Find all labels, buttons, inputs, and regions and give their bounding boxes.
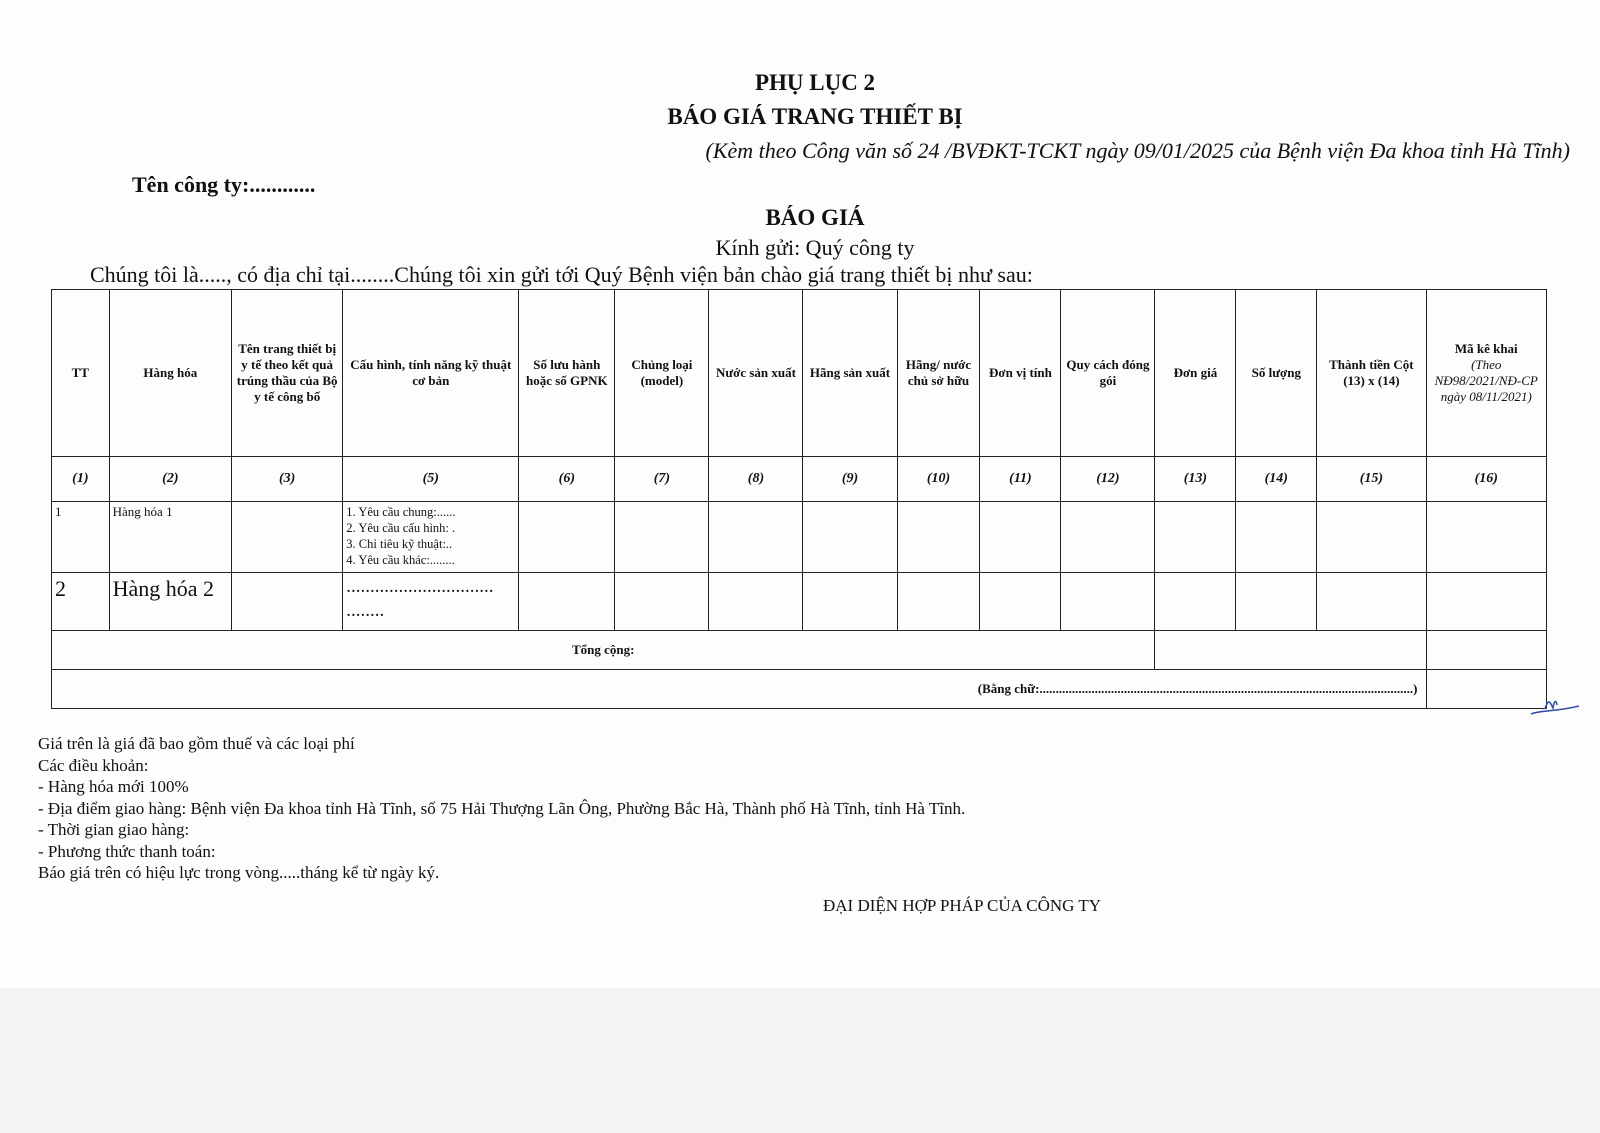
legal-representative-label: ĐẠI DIỆN HỢP PHÁP CỦA CÔNG TY: [823, 896, 1102, 915]
empty-cell: [1317, 502, 1426, 573]
requirement-line: 4. Yêu cầu khác:........: [346, 553, 455, 567]
column-number: (1): [52, 457, 110, 502]
header-cell-note: (Theo NĐ98/2021/NĐ-CP ngày 08/11/2021): [1434, 356, 1538, 405]
subtitle-text: (Kèm theo Công văn số 24 /BVĐKT-TCKT ngày 09/01/2025 của Bệnh viện Đa khoa tỉnh Hà Tĩnh): [705, 138, 1570, 163]
note-line: Giá trên là giá đã bao gồm thuế và các loại phí: [38, 734, 355, 753]
note-line: - Phương thức thanh toán:: [38, 841, 216, 861]
empty-cell: [519, 502, 615, 573]
note-line: Các điều khoản:: [38, 755, 149, 775]
header-cell: Số lượng: [1236, 290, 1317, 457]
signature-mark-icon: [1527, 696, 1582, 718]
empty-cell: [1236, 502, 1317, 573]
table-row: [52, 502, 1547, 573]
empty-cell: [897, 573, 980, 631]
row-requirements: [343, 573, 519, 631]
column-number: (15): [1317, 457, 1426, 502]
row-requirements: [343, 502, 519, 573]
empty-cell: [1426, 573, 1547, 631]
empty-cell: [232, 573, 343, 631]
header-cell-label: Mã kê khai: [1454, 340, 1518, 356]
note-line: - Hàng hóa mới 100%: [38, 777, 189, 796]
amount-in-words-row: [52, 670, 1547, 709]
empty-cell: [1317, 573, 1426, 631]
empty-cell: [897, 502, 980, 573]
empty-cell: [1155, 573, 1236, 631]
requirement-line: 3. Chỉ tiêu kỹ thuật:..: [346, 537, 453, 551]
empty-cell: [709, 502, 803, 573]
header-cell: Hãng/ nước chủ sở hữu: [897, 290, 980, 457]
empty-cell: [1155, 502, 1236, 573]
amount-in-words: (Bằng chữ:...................................................................................................................): [52, 670, 1427, 709]
quote-title: BÁO GIÁ: [765, 205, 865, 230]
row-item: Hàng hóa 2: [109, 573, 231, 631]
column-number: (7): [615, 457, 709, 502]
column-number: (14): [1236, 457, 1317, 502]
greeting-line: Kính gửi: Quý công ty: [715, 235, 915, 260]
row-item: Hàng hóa 1: [109, 502, 231, 573]
total-label: Tổng cộng:: [52, 631, 1155, 670]
column-number: (3): [232, 457, 343, 502]
quote-table: [51, 289, 1547, 709]
column-number: (11): [980, 457, 1061, 502]
empty-cell: [1061, 573, 1155, 631]
empty-cell: [980, 502, 1061, 573]
empty-cell: [1061, 502, 1155, 573]
table-row: [52, 573, 1547, 631]
empty-cell: [1426, 631, 1547, 670]
header-cell: Đơn vị tính: [980, 290, 1061, 457]
header-cell: Đơn giá: [1155, 290, 1236, 457]
column-number: (6): [519, 457, 615, 502]
header-cell: Cấu hình, tính năng kỹ thuật cơ bản: [343, 290, 519, 457]
document-title: BÁO GIÁ TRANG THIẾT BỊ: [667, 104, 963, 129]
appendix-heading: PHỤ LỤC 2: [754, 70, 876, 95]
document-subtitle: [0, 138, 1570, 164]
column-number: (12): [1061, 457, 1155, 502]
company-name-field: Tên công ty:............: [132, 172, 316, 197]
table-header-row: [52, 290, 1547, 457]
empty-cell: [803, 573, 897, 631]
header-cell: Quy cách đóng gói: [1061, 290, 1155, 457]
row-index: 1: [52, 502, 110, 573]
row-index: 2: [52, 573, 110, 631]
column-number: (2): [109, 457, 231, 502]
note-line: - Địa điểm giao hàng: Bệnh viện Đa khoa tỉnh Hà Tĩnh, số 75 Hải Thượng Lãn Ông, Phường Bắc Hà, Thành phố Hà Tĩnh, tỉnh Hà Tĩnh.: [38, 798, 966, 818]
requirement-dots-tail: ........: [346, 599, 385, 621]
total-row: [52, 631, 1547, 670]
note-line: Báo giá trên có hiệu lực trong vòng.....tháng kể từ ngày ký.: [38, 863, 440, 882]
empty-cell: [980, 573, 1061, 631]
header-cell: Nước sản xuất: [709, 290, 803, 457]
empty-cell: [709, 573, 803, 631]
header-cell: Thành tiền Cột (13) x (14): [1317, 290, 1426, 457]
header-cell: Chủng loại (model): [615, 290, 709, 457]
empty-cell: [1236, 573, 1317, 631]
header-cell: Tên trang thiết bị y tế theo kết quả trúng thầu của Bộ y tế công bố: [232, 290, 343, 457]
empty-cell: [803, 502, 897, 573]
column-number: (16): [1426, 457, 1547, 502]
empty-cell: [615, 573, 709, 631]
intro-paragraph: Chúng tôi là....., có địa chỉ tại........Chúng tôi xin gửi tới Quý Bệnh viện bản chào giá trang thiết bị như sau:: [90, 262, 1033, 287]
scan-background-band: [0, 988, 1600, 1133]
column-number: (13): [1155, 457, 1236, 502]
empty-cell: [519, 573, 615, 631]
empty-cell: [615, 502, 709, 573]
column-number: (10): [897, 457, 980, 502]
header-cell: Số lưu hành hoặc số GPNK: [519, 290, 615, 457]
header-cell: TT: [52, 290, 110, 457]
column-number: (5): [343, 457, 519, 502]
column-number: (8): [709, 457, 803, 502]
terms-notes: [38, 733, 965, 884]
empty-cell: [232, 502, 343, 573]
header-cell: Hãng sản xuất: [803, 290, 897, 457]
header-cell-declaration-code: [1426, 290, 1547, 457]
total-amount-cell: [1155, 631, 1426, 670]
column-number-row: [52, 457, 1547, 502]
note-line: - Thời gian giao hàng:: [38, 820, 190, 839]
column-number: (9): [803, 457, 897, 502]
requirement-line: 2. Yêu cầu cấu hình: .: [346, 521, 456, 535]
requirement-dots: ...............................: [346, 576, 494, 597]
requirement-line: 1. Yêu cầu chung:......: [346, 505, 456, 519]
header-cell: Hàng hóa: [109, 290, 231, 457]
empty-cell: [1426, 502, 1547, 573]
